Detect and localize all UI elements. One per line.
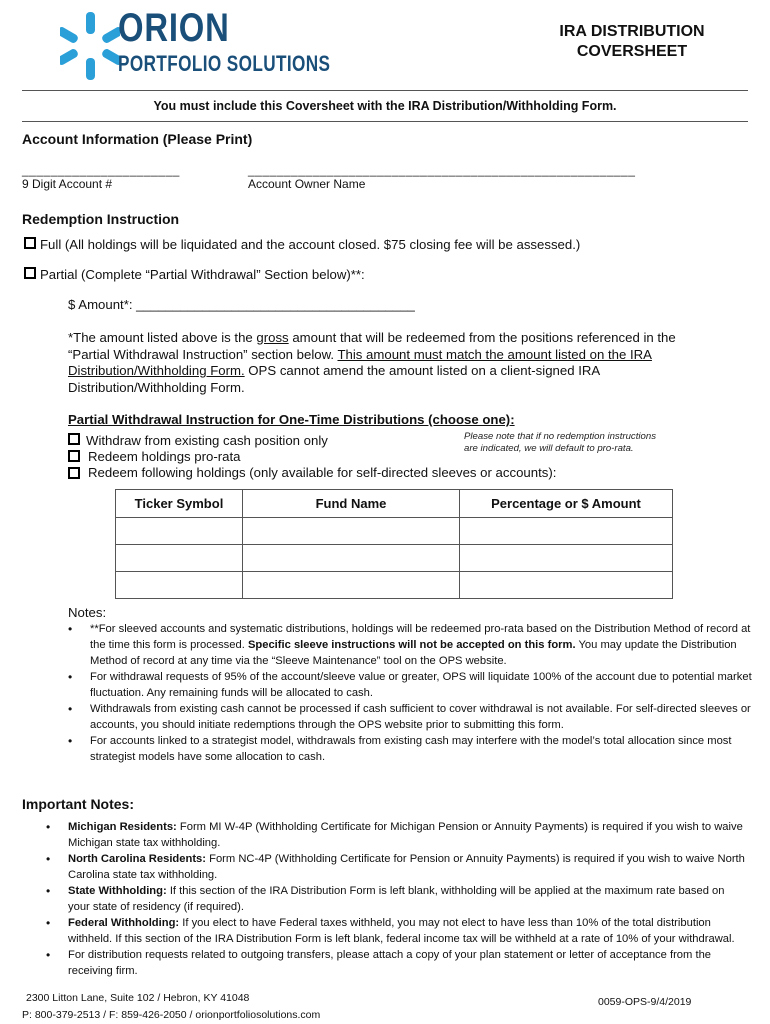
item-label: State Withholding:	[68, 885, 167, 897]
pro-rata-default-note	[464, 431, 656, 454]
account-owner-label: Account Owner Name	[248, 177, 366, 191]
amount-cell[interactable]	[460, 572, 673, 599]
logo-subtitle: PORTFOLIO SOLUTIONS	[118, 51, 331, 76]
item-label: North Carolina Residents:	[68, 853, 206, 865]
footer-contact: P: 800-379-2513 / F: 859-426-2050 / orionportfoliosolutions.com	[22, 1009, 321, 1021]
notes-heading: Notes:	[68, 605, 107, 620]
amount-cell[interactable]	[460, 518, 673, 545]
footer-address: 2300 Litton Lane, Suite 102 / Hebron, KY 41048	[26, 992, 250, 1004]
list-item	[46, 947, 748, 979]
list-item	[46, 851, 748, 883]
list-item: • For withdrawal requests of 95% of the account/sleeve value or greater, OPS will liquidate 100% of the account due to potential market fluctuation. Any remaining funds will be allocated to cash.	[68, 669, 758, 701]
item-text: Form NC-4P (Withholding Certificate for Pension or Annuity Payments) is required if you wish to waive North Carolina state tax withholding.	[68, 853, 745, 881]
withdraw-cash-checkbox[interactable]	[68, 433, 80, 445]
item-text: If this section of the IRA Distribution Form is left blank, withholding will be applied at the maximum rate based on your state of residency (if required).	[68, 885, 725, 913]
title-line-2: COVERSHEET	[576, 43, 688, 60]
amount-field[interactable]: $ Amount*: ______________________________________	[68, 297, 415, 312]
item-text: Form MI W-4P (Withholding Certificate for Michigan Pension or Annuity Payments) is required if you wish to waive Michigan state tax withholding.	[68, 821, 743, 849]
table-row	[116, 545, 673, 572]
ticker-cell[interactable]	[116, 545, 243, 572]
ticker-cell[interactable]	[116, 518, 243, 545]
note-line-1: Please note that if no redemption instructions	[464, 431, 656, 442]
fund-name-cell[interactable]	[243, 518, 460, 545]
partial-withdrawal-heading: Partial Withdrawal Instruction for One-Time Distributions (choose one):	[68, 412, 515, 427]
notes-list	[68, 621, 758, 765]
logo-wordmark: ORION	[118, 6, 230, 50]
amount-cell[interactable]	[460, 545, 673, 572]
holdings-table	[115, 489, 673, 599]
divider	[22, 121, 748, 122]
table-row	[116, 518, 673, 545]
list-item: • Withdrawals from existing cash cannot be processed if cash sufficient to cover withdrawal is not available. For self-directed sleeves or accounts, you should initiate redemptions through the OPS website prior to submitting this form.	[68, 701, 758, 733]
item-label: Michigan Residents:	[68, 821, 177, 833]
ticker-cell[interactable]	[116, 572, 243, 599]
following-holdings-label: Redeem following holdings (only available for self-directed sleeves or accounts):	[88, 465, 557, 480]
list-item: • For accounts linked to a strategist model, withdrawals from existing cash may interfere with the model’s total allocation since most strategist models have some allocation to cash.	[68, 733, 758, 765]
partial-redemption-label: Partial (Complete “Partial Withdrawal” Section below)**:	[40, 267, 365, 282]
important-notes-heading: Important Notes:	[22, 796, 134, 812]
fund-name-cell[interactable]	[243, 545, 460, 572]
fund-name-cell[interactable]	[243, 572, 460, 599]
note-text: OPS cannot amend the amount listed on a client-signed IRA Distribution/Withholding Form.	[68, 363, 600, 395]
pro-rata-checkbox[interactable]	[68, 450, 80, 462]
item-label: Federal Withholding:	[68, 917, 180, 929]
following-holdings-checkbox[interactable]	[68, 467, 80, 479]
table-header-row	[116, 490, 673, 518]
redemption-heading: Redemption Instruction	[22, 211, 180, 227]
document-title	[520, 22, 744, 62]
item-text: If you elect to have Federal taxes withheld, you may not elect to have less than 10% of the total distribution withheld. If this section of the IRA Distribution Form is left blank, federal income tax will be withheld at a rate of 10% of your withdrawal.	[68, 917, 735, 945]
full-redemption-checkbox[interactable]	[24, 237, 36, 249]
list-item	[46, 915, 748, 947]
note-text: amount that will be redeemed from the positions referenced in the “Partial Withdrawal Instruction” section below.	[68, 330, 676, 362]
pro-rata-label: Redeem holdings pro-rata	[88, 449, 241, 464]
list-item	[46, 819, 748, 851]
col-fund-name: Fund Name	[243, 490, 460, 518]
note-gross: gross	[256, 330, 289, 345]
note-line-2: are indicated, we will default to pro-rata.	[464, 442, 634, 454]
account-info-heading: Account Information (Please Print)	[22, 131, 253, 147]
form-code: 0059-OPS-9/4/2019	[598, 996, 692, 1008]
note-bold: Specific sleeve instructions will not be accepted on this form.	[247, 639, 576, 651]
item-text: For distribution requests related to outgoing transfers, please attach a copy of your plan statement or letter of acceptance from the receiving firm.	[68, 949, 712, 977]
title-line-1: IRA DISTRIBUTION	[559, 23, 705, 40]
gross-amount-note	[68, 330, 718, 396]
note-text: **For sleeved accounts and systematic distributions, holdings will be redeemed pro-rata based on the Distribution Method of record at the time this form is processed.	[90, 623, 751, 651]
account-number-label: 9 Digit Account #	[22, 177, 113, 191]
withdraw-cash-label: Withdraw from existing cash position only	[86, 433, 328, 448]
divider	[22, 90, 748, 91]
important-notes-list	[46, 819, 748, 979]
list-item	[68, 621, 758, 669]
col-ticker-symbol: Ticker Symbol	[116, 490, 243, 518]
partial-redemption-checkbox[interactable]	[24, 267, 36, 279]
orion-star-icon	[60, 10, 120, 82]
full-redemption-label: Full (All holdings will be liquidated and the account closed. $75 closing fee will be assessed.)	[40, 237, 581, 252]
table-row	[116, 572, 673, 599]
note-text: You may update the Distribution Method of record at any time via the “Sleeve Maintenance” tool on the OPS website.	[90, 639, 737, 667]
account-number-field[interactable]: ______________________	[22, 163, 180, 177]
list-item	[46, 883, 748, 915]
note-text: *The amount listed above is the	[68, 330, 257, 345]
col-percentage-amount: Percentage or $ Amount	[460, 490, 673, 518]
account-owner-field[interactable]: ______________________________________________________	[248, 163, 636, 177]
must-include-notice: You must include this Coversheet with the IRA Distribution/Withholding Form.	[153, 99, 617, 113]
note-must-match: This amount must match the amount listed on the IRA Distribution/Withholding Form.	[68, 346, 652, 378]
